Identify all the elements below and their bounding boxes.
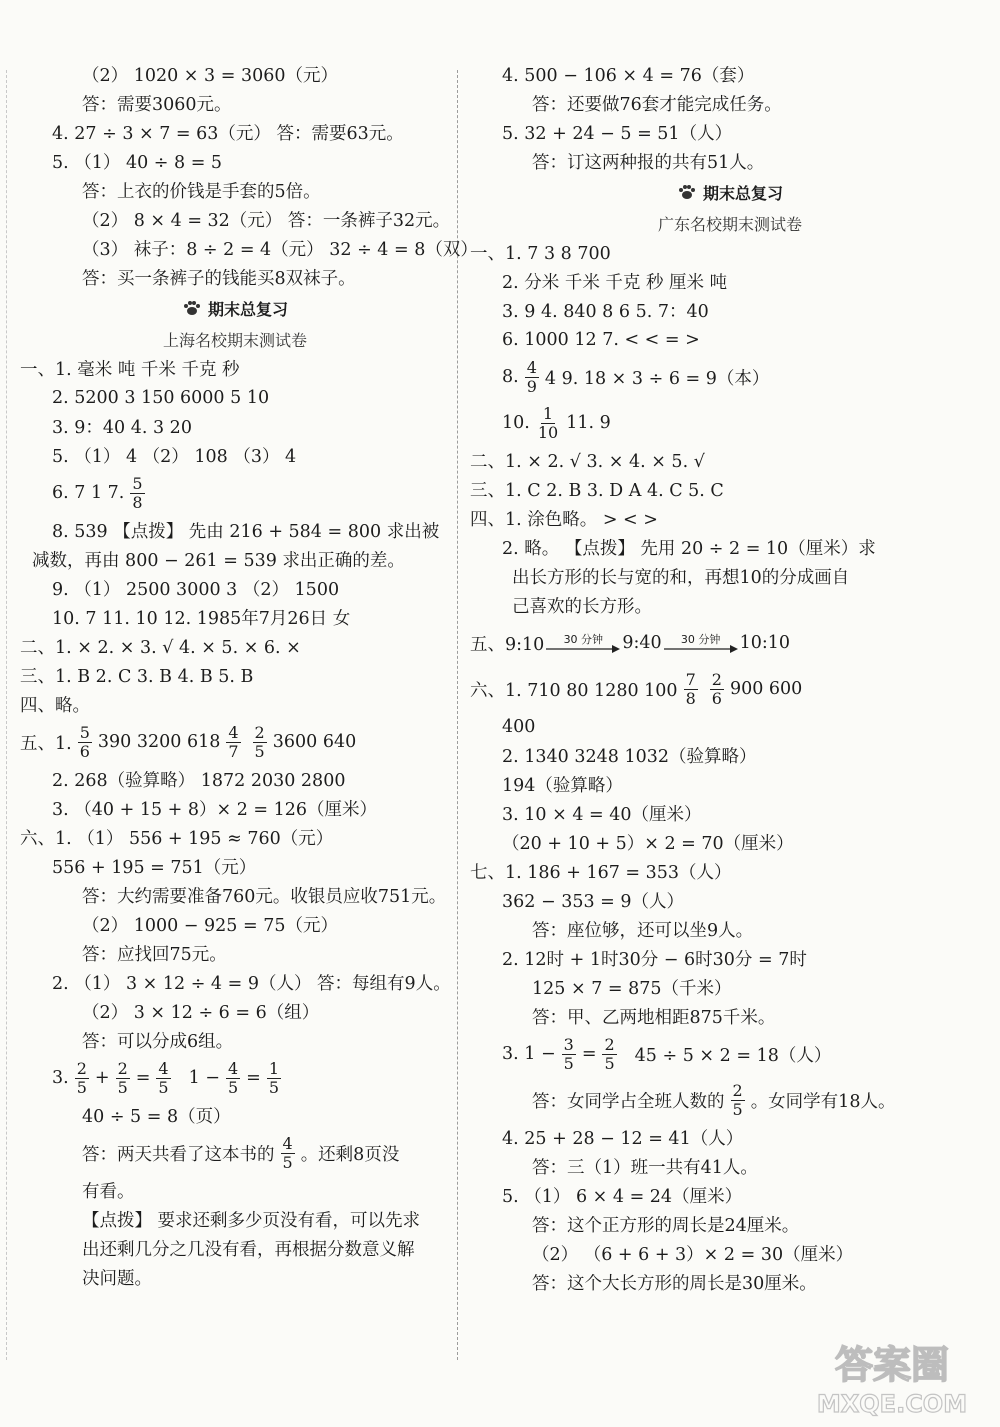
answer-line (20, 997, 450, 1026)
numerator: 1 (542, 403, 554, 423)
text: 3. 1 − (502, 1044, 556, 1064)
text: 七、1. 186 + 167 = 353（人） (470, 863, 732, 883)
tip-line (20, 1205, 450, 1234)
fraction (130, 473, 144, 512)
text: 答：三（1）班一共有41人。 (532, 1158, 758, 1178)
denominator: 5 (604, 1053, 615, 1073)
text: 有看。 (82, 1182, 135, 1202)
operator: = (135, 1068, 151, 1088)
answer-line (470, 325, 990, 354)
answer-line (20, 412, 450, 441)
text: 556 + 195 = 751（元） (52, 858, 257, 878)
text: （2） 1020 × 3 = 3060（元） (82, 66, 338, 86)
text: 3. 10 × 4 = 40（厘米） (502, 805, 702, 825)
answer-line (20, 910, 450, 939)
text: 3. （40 + 15 + 8）× 2 = 126（厘米） (52, 800, 378, 820)
answer-line (20, 1130, 450, 1176)
fraction (684, 669, 698, 708)
text: 900 600 (729, 679, 803, 699)
answer-line (20, 632, 450, 661)
text: 广东名校期末测试卷 (657, 214, 802, 234)
answer-line (470, 1152, 990, 1181)
text: 二、1. × 2. √ 3. × 4. × 5. √ (470, 452, 705, 472)
text: 决问题。 (82, 1269, 152, 1289)
answer-line (470, 89, 990, 118)
fraction (226, 1058, 240, 1097)
answer-line (470, 475, 990, 504)
text: 194（验算略） (502, 776, 623, 796)
text: 3600 640 (272, 732, 357, 752)
fraction (536, 403, 560, 442)
answer-line (470, 400, 990, 446)
answer-line (470, 620, 990, 666)
text: 己喜欢的长方形。 (512, 597, 652, 617)
answer-line (20, 354, 450, 383)
answer-line (470, 828, 990, 857)
answer-line (470, 1239, 990, 1268)
text: 2. （1） 3 × 12 ÷ 4 = 9（人） 答：每组有9人。 (52, 974, 451, 994)
denominator: 9 (526, 376, 537, 396)
text: 5. （1） 40 ÷ 8 = 5 (52, 153, 223, 173)
text: 40 ÷ 5 = 8（页） (82, 1107, 231, 1127)
text: 11. 9 (566, 413, 611, 433)
answer-line (20, 1055, 450, 1101)
text: 4. 500 − 106 × 4 = 76（套） (502, 66, 755, 86)
watermark-bottom: MXQE.COM (816, 1390, 968, 1418)
text: 3. 9：40 4. 3 20 (52, 418, 192, 438)
section-heading (470, 176, 990, 208)
answer-line (470, 267, 990, 296)
numerator: 4 (158, 1058, 169, 1078)
denominator: 5 (117, 1077, 128, 1097)
text: 9:40 (622, 633, 662, 653)
text: 六、1. 710 80 1280 100 (470, 680, 678, 701)
text: 2. 1340 3248 1032（验算略） (502, 747, 757, 767)
answer-line (20, 383, 450, 412)
answer-line (470, 1031, 990, 1077)
text: 125 × 7 = 875（千米） (532, 979, 732, 999)
answer-line (470, 60, 990, 89)
text: 出还剩几分之几没有看，再根据分数意义解 (82, 1240, 415, 1260)
section-heading (20, 292, 450, 324)
watermark-logo (802, 1334, 982, 1419)
numerator: 5 (132, 473, 143, 493)
denominator: 5 (227, 1077, 239, 1097)
text: 答：买一条裤子的钱能买8双袜子。 (82, 269, 356, 289)
answer-line (20, 545, 450, 574)
page-edge-line (6, 70, 7, 1360)
answer-line (20, 823, 450, 852)
answer-line (20, 176, 450, 205)
answer-line (470, 770, 990, 799)
answer-line (20, 690, 450, 719)
fraction (281, 1133, 295, 1172)
text: 答：座位够，还可以坐9人。 (532, 921, 754, 941)
answer-line (470, 533, 990, 562)
answer-line (20, 574, 450, 603)
text: 3. 9 4. 840 8 6 5. 7：40 (502, 302, 709, 322)
text: 4 9. 18 × 3 ÷ 6 = 9（本） (544, 368, 770, 389)
text: 2. 268（验算略） 1872 2030 2800 (52, 771, 346, 791)
numerator: 2 (117, 1058, 128, 1078)
fraction (78, 722, 92, 761)
denominator: 5 (563, 1053, 574, 1073)
answer-line (20, 60, 450, 89)
text: （20 + 10 + 5）× 2 = 70（厘米） (502, 834, 794, 854)
text: 上海名校期末测试卷 (162, 330, 307, 350)
text: 答：可以分成6组。 (82, 1032, 234, 1052)
numerator: 3 (563, 1034, 574, 1054)
numerator: 2 (732, 1080, 743, 1100)
fraction (525, 357, 539, 396)
denominator: 8 (685, 688, 696, 708)
tip-line (20, 1234, 450, 1263)
denominator: 7 (228, 741, 239, 761)
text: 6. 1000 12 7. < < = > (502, 329, 700, 350)
answer-line (20, 89, 450, 118)
arrow-label: 30 分钟 (680, 632, 721, 646)
text: 10. 7 11. 10 12. 1985年7月26日 女 (52, 609, 351, 629)
denominator: 6 (711, 688, 722, 708)
column-divider (457, 70, 458, 1360)
paw-icon (182, 300, 202, 316)
text: 一、1. 毫米 吨 千米 千克 秒 (20, 360, 240, 380)
right-arrow-icon (546, 645, 620, 653)
answer-line (20, 1101, 450, 1130)
text: （3） 袜子：8 ÷ 2 = 4（元） 32 ÷ 4 = 8（双） (82, 240, 478, 260)
text: 出长方形的长与宽的和，再想10的分成画自 (512, 568, 850, 588)
text: 9. （1） 2500 3000 3 （2） 1500 (52, 580, 340, 600)
text: 六、1. （1） 556 + 195 ≈ 760（元） (20, 829, 334, 849)
text: 390 3200 618 (97, 732, 221, 752)
fraction (226, 722, 240, 761)
right-arrow-icon (664, 645, 738, 653)
answer-line (470, 1002, 990, 1031)
text: 二、1. × 2. × 3. √ 4. × 5. × 6. × (20, 638, 301, 658)
answer-line (20, 234, 478, 263)
operator: = (581, 1044, 597, 1064)
denominator: 8 (132, 492, 143, 512)
answer-line (20, 147, 450, 176)
arrow-icon (664, 634, 738, 653)
answer-line (20, 1176, 450, 1205)
denominator: 10 (537, 422, 559, 442)
text: 减数，再由 800 − 261 = 539 求出正确的差。 (32, 551, 405, 571)
answer-line (470, 666, 990, 712)
text: 答：需要3060元。 (82, 95, 232, 115)
text: 400 (502, 716, 536, 737)
answer-line (20, 205, 450, 234)
answer-line (470, 799, 990, 828)
text: 答：大约需要准备760元。收银员应收751元。 (82, 887, 447, 907)
denominator: 5 (732, 1099, 743, 1119)
text: 三、1. C 2. B 3. D A 4. C 5. C (470, 481, 724, 501)
numerator: 1 (268, 1058, 280, 1078)
answer-line (470, 886, 990, 915)
answer-line (20, 263, 450, 292)
text: 2. 12时 + 1时30分 − 6时30分 = 7时 (502, 950, 807, 970)
answer-line (470, 1268, 990, 1297)
text: 45 ÷ 5 × 2 = 18（人） (634, 1045, 832, 1066)
exam-title (470, 208, 990, 238)
numerator: 2 (604, 1034, 615, 1054)
text: 。还剩8页没 (300, 1144, 400, 1165)
answer-line (470, 944, 990, 973)
answer-line (470, 354, 990, 400)
fraction (253, 722, 267, 761)
answer-line (470, 1181, 990, 1210)
fraction (116, 1058, 130, 1097)
answer-line (470, 712, 990, 741)
operator: + (94, 1068, 110, 1088)
paw-icon (677, 184, 697, 200)
text: 5. 32 + 24 − 5 = 51（人） (502, 124, 733, 144)
numerator: 2 (711, 669, 722, 689)
text: 4. 27 ÷ 3 × 7 = 63（元） 答：需要63元。 (52, 124, 404, 144)
fraction (602, 1034, 616, 1073)
numerator: 2 (254, 722, 265, 742)
text: 2. 5200 3 150 6000 5 10 (52, 387, 270, 408)
answer-line (20, 441, 450, 470)
numerator: 4 (228, 722, 239, 742)
answer-line (20, 939, 450, 968)
text: 一、1. 7 3 8 700 (470, 244, 611, 264)
answer-line (20, 661, 450, 690)
denominator: 5 (282, 1152, 293, 1172)
text: 8. 539 【点拨】 先由 216 + 584 = 800 求出被 (52, 522, 440, 542)
answer-line (20, 852, 450, 881)
numerator: 4 (526, 357, 537, 377)
answer-line (20, 794, 450, 823)
answer-line (470, 591, 990, 620)
operator: 1 − (188, 1068, 220, 1088)
answer-line (470, 296, 990, 325)
answer-line (470, 1210, 990, 1239)
text: 10. (502, 413, 530, 433)
text: 4. 25 + 28 − 12 = 41（人） (502, 1129, 744, 1149)
text: 答：这个正方形的周长是24厘米。 (532, 1216, 800, 1236)
text: （2） 1000 − 925 = 75（元） (82, 916, 338, 936)
fraction (731, 1080, 745, 1119)
text: 2. 略。 【点拨】 先用 20 ÷ 2 = 10（厘米）求 (502, 539, 876, 559)
text: 答：还要做76套才能完成任务。 (532, 95, 782, 115)
text: 答：订这两种报的共有51人。 (532, 153, 765, 173)
answer-line (470, 1077, 990, 1123)
answer-line (20, 765, 450, 794)
text: 答：这个大长方形的周长是30厘米。 (532, 1274, 817, 1294)
denominator: 5 (158, 1077, 169, 1097)
text: 8. (502, 367, 519, 387)
text: 答：甲、乙两地相距875千米。 (532, 1008, 776, 1028)
denominator: 6 (79, 741, 90, 761)
text: 五、1. (20, 733, 72, 754)
section-title: 期末总复习 (207, 299, 288, 319)
answer-line (470, 562, 990, 591)
text: 6. 7 1 7. (52, 483, 125, 503)
text: 答：上衣的价钱是手套的5倍。 (82, 182, 321, 202)
answer-line (470, 741, 990, 770)
fraction (156, 1058, 170, 1097)
text: 答：女同学占全班人数的 (532, 1091, 725, 1112)
denominator: 5 (76, 1077, 87, 1097)
exam-title (20, 324, 450, 354)
text: 5. （1） 6 × 4 = 24（厘米） (502, 1187, 743, 1207)
answer-line (470, 973, 990, 1002)
numerator: 7 (685, 669, 696, 689)
text: 2. 分米 千米 千克 秒 厘米 吨 (502, 273, 728, 293)
text: 【点拨】 要求还剩多少页没有看，可以先求 (82, 1211, 421, 1231)
answer-line (20, 603, 450, 632)
text: 四、略。 (20, 696, 90, 716)
text: 5. （1） 4 （2） 108 （3） 4 (52, 447, 297, 467)
text: 362 − 353 = 9（人） (502, 892, 685, 912)
answer-line (20, 516, 450, 545)
section-title: 期末总复习 (702, 183, 783, 203)
tip-line (20, 1263, 450, 1292)
text: （2） （6 + 6 + 3）× 2 = 30（厘米） (532, 1245, 854, 1265)
answer-line (20, 470, 450, 516)
fraction (75, 1058, 89, 1097)
text: （2） 3 × 12 ÷ 6 = 6（组） (82, 1003, 320, 1023)
text: 3. (52, 1068, 69, 1088)
text: 四、1. 涂色略。 > < > (470, 510, 658, 530)
numerator: 4 (282, 1133, 293, 1153)
answer-line (470, 915, 990, 944)
answer-line (20, 719, 450, 765)
denominator: 5 (268, 1077, 280, 1097)
answer-line (470, 504, 990, 533)
answer-line (20, 1026, 450, 1055)
answer-line (470, 446, 990, 475)
answer-line (20, 968, 450, 997)
answer-line (20, 881, 450, 910)
arrow-label: 30 分钟 (563, 632, 604, 646)
text: 答：应找回75元。 (82, 945, 227, 965)
answer-line (20, 118, 450, 147)
numerator: 4 (227, 1058, 239, 1078)
denominator: 5 (254, 741, 265, 761)
operator: = (246, 1068, 261, 1088)
fraction (267, 1058, 281, 1097)
text: （2） 8 × 4 = 32（元） 答：一条裤子32元。 (82, 211, 451, 231)
text: 五、9:10 (470, 634, 545, 655)
fraction (562, 1034, 576, 1073)
numerator: 2 (76, 1058, 87, 1078)
text: 10:10 (739, 633, 791, 653)
arrow-icon (546, 634, 620, 653)
answer-line (470, 238, 990, 267)
answer-line (470, 147, 990, 176)
fraction (710, 669, 724, 708)
text: 。女同学有18人。 (750, 1091, 896, 1112)
watermark-top: 答案圈 (834, 1343, 950, 1387)
answer-line (470, 1123, 990, 1152)
text: 答：两天共看了这本书的 (82, 1144, 275, 1165)
numerator: 5 (79, 722, 90, 742)
right-column (470, 60, 990, 1297)
left-column (20, 60, 478, 1292)
answer-line (470, 857, 990, 886)
answer-line (470, 118, 990, 147)
text: 三、1. B 2. C 3. B 4. B 5. B (20, 667, 254, 687)
